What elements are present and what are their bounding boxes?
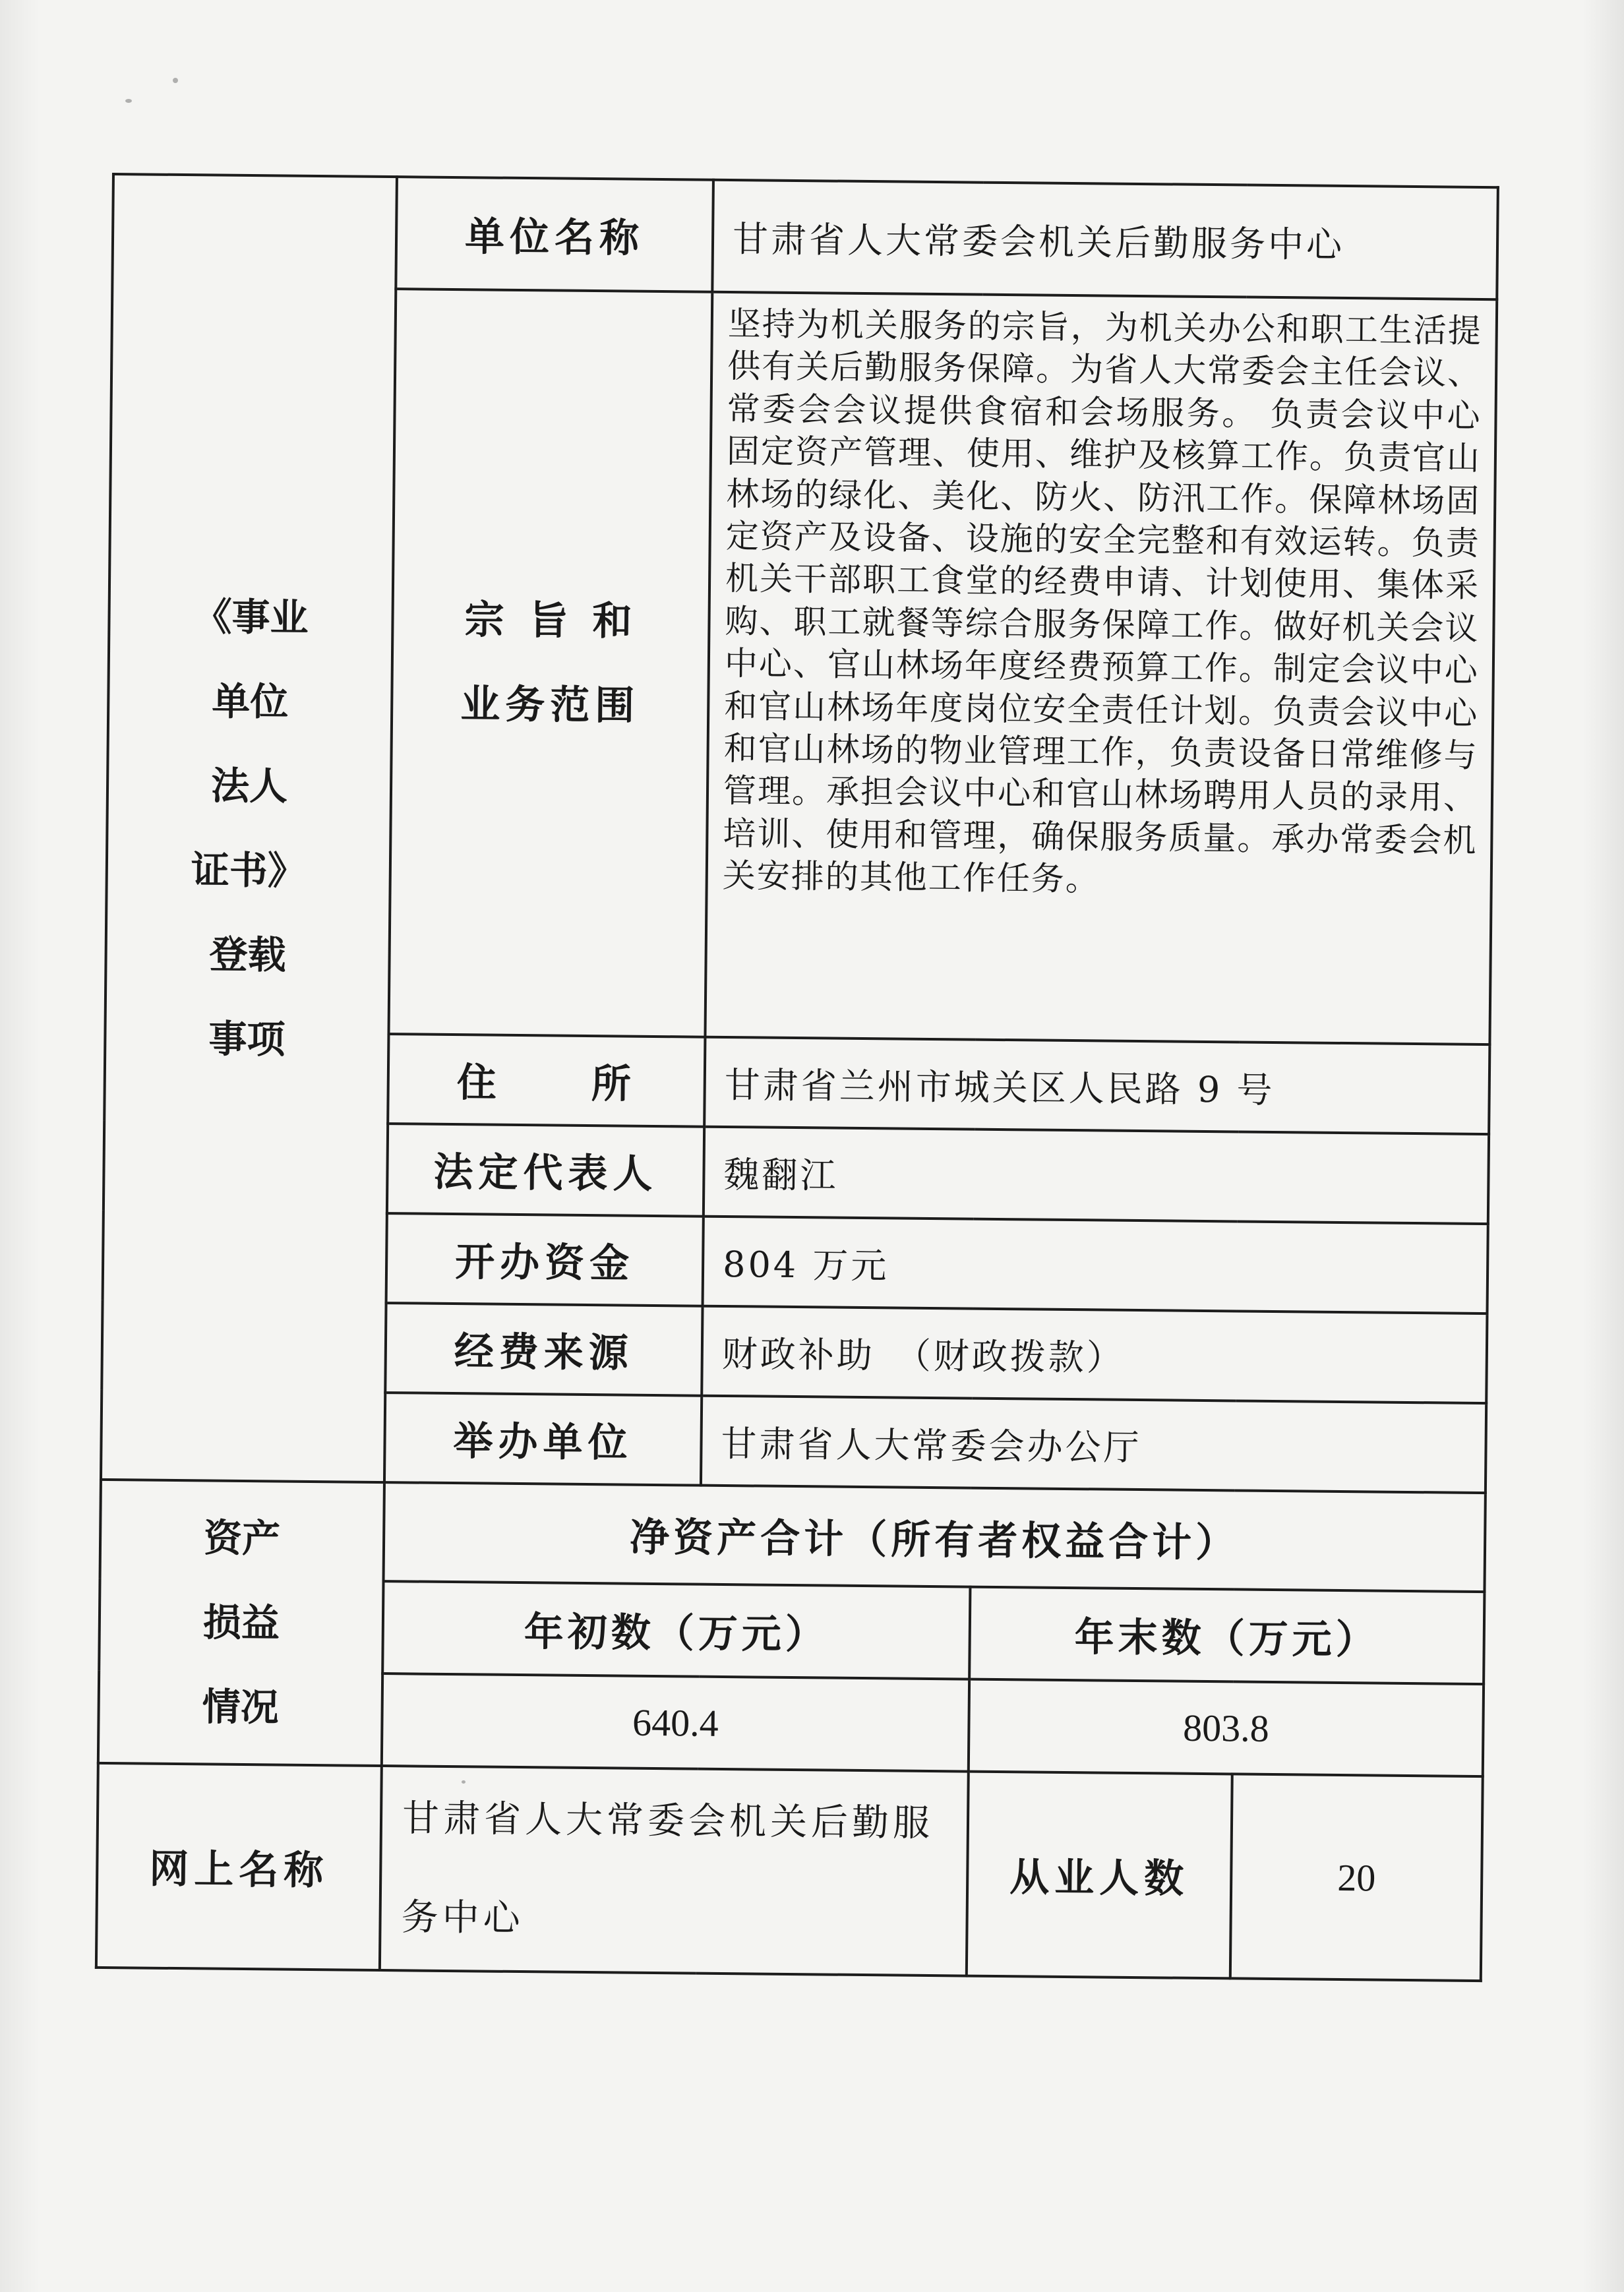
purpose-value: 坚持为机关服务的宗旨，为机关办公和职工生活提供有关后勤服务保障。为省人大常委会主任会议、常委会会议提供食宿和会场服务。 负责会议中心固定资产管理、使用、维护及核算工作。负责官山林场的绿化、美化、防火、防汛工作。保障林场固定资产及设备、设施的安全完整和有效运转。负责机关干部职工食堂的经费申请、计划使用、集体采购、职工就餐等综合服务保障工作。做好机关会议中心、官山林场年度经费预算工作。制定会议中心和官山林场年度岗位安全责任计划。负责会议中心和官山林场的物业管理工作，负责设备日常维修与管理。承担会议中心和官山林场聘用人员的录用、培训、使用和管理，确保服务质量。承办常委会机关安排的其他工作任务。 [705, 292, 1497, 1044]
online-name-label: 网上名称 [96, 1763, 382, 1970]
scan-speck [125, 99, 132, 103]
year-end-label: 年末数（万元） [969, 1587, 1484, 1684]
purpose-label [388, 289, 712, 1037]
side-label-line: 情况 [202, 1684, 279, 1730]
side-label-line: 证书》 [191, 847, 307, 893]
side-label-line: 登载 [209, 932, 286, 978]
net-assets-header: 净资产合计（所有者权益合计） [384, 1482, 1486, 1592]
side-label-line: 单位 [211, 679, 289, 725]
unit-name-row [112, 174, 1498, 299]
capital-label: 开办资金 [386, 1213, 704, 1306]
address-value: 甘肃省兰州市城关区人民路 9 号 [704, 1037, 1489, 1134]
purpose-label-line: 宗 旨 和 [464, 597, 638, 645]
assets-side-label [98, 1480, 384, 1766]
scan-speck [173, 78, 178, 83]
online-name-value: 甘肃省人大常委会机关后勤服务中心 [380, 1766, 969, 1976]
funding-value: 财政补助 （财政拨款） [702, 1306, 1487, 1403]
side-label-line: 法人 [210, 763, 288, 809]
footer-row [96, 1763, 1483, 1981]
legal-rep-value: 魏翻江 [704, 1127, 1489, 1224]
year-end-value: 803.8 [969, 1679, 1484, 1776]
year-begin-value: 640.4 [382, 1674, 969, 1772]
funding-label: 经费来源 [385, 1303, 702, 1396]
year-begin-label: 年初数（万元） [382, 1581, 970, 1679]
assets-header-row [100, 1480, 1486, 1592]
staff-count-value: 20 [1230, 1774, 1483, 1981]
staff-count-label: 从业人数 [967, 1772, 1232, 1979]
purpose-label-line: 业务范围 [460, 681, 640, 729]
unit-name-label: 单位名称 [396, 177, 713, 292]
sponsor-label: 举办单位 [384, 1393, 702, 1486]
side-label-line: 《事业 [193, 594, 309, 640]
side-label-line: 事项 [208, 1016, 286, 1062]
capital-value: 804 万元 [703, 1217, 1488, 1313]
sponsor-value: 甘肃省人大常委会办公厅 [701, 1396, 1486, 1493]
address-label: 住 所 [388, 1034, 705, 1127]
unit-name-value: 甘肃省人大常委会机关后勤服务中心 [712, 180, 1498, 299]
side-label-line: 资产 [203, 1515, 281, 1561]
registration-items-side-label [101, 174, 397, 1482]
legal-rep-label: 法定代表人 [387, 1124, 704, 1217]
certificate-registration-table [95, 173, 1499, 1982]
side-label-line: 损益 [202, 1600, 280, 1646]
